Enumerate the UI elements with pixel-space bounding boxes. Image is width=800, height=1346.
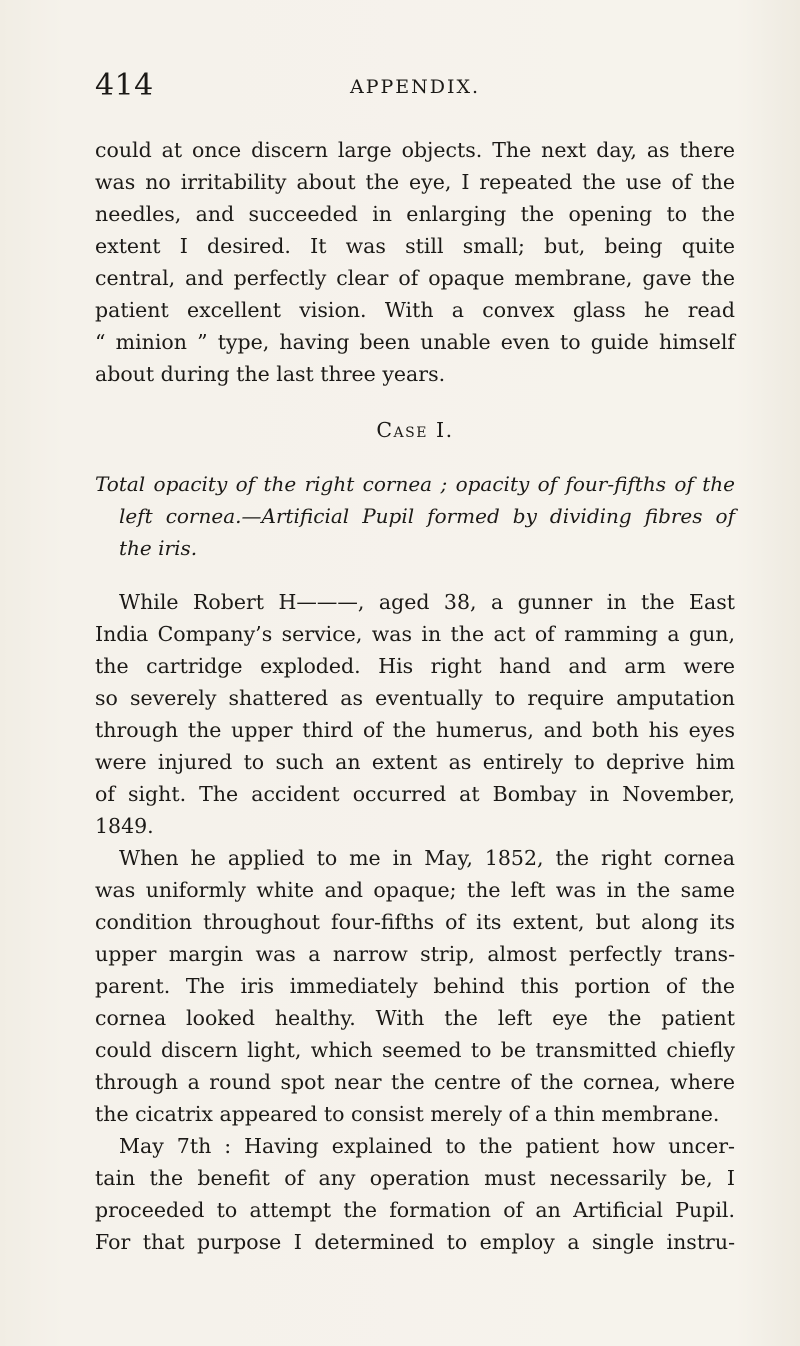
text-line: of sight. The accident occurred at Bombay in November, <box>95 782 735 806</box>
text-line: needles, and succeeded in enlarging the opening to the <box>95 202 735 226</box>
text-line: through the upper third of the humerus, and both his eyes <box>95 718 735 742</box>
text-line: When he applied to me in May, 1852, the right cornea <box>119 846 735 870</box>
paragraph-case-history <box>95 586 735 842</box>
subtitle-line: left cornea.—Artificial Pupil formed by dividing fibres of <box>119 504 735 528</box>
text-line: tain the benefit of any operation must necessarily be, I <box>95 1166 735 1190</box>
paragraph-continued <box>95 134 735 390</box>
text-line: could discern light, which seemed to be transmitted chiefly <box>95 1038 735 1062</box>
text-line: While Robert H———, aged 38, a gunner in the East <box>119 590 735 614</box>
text-line: central, and perfectly clear of opaque membrane, gave the <box>95 266 735 290</box>
text-line: was uniformly white and opaque; the left was in the same <box>95 878 735 902</box>
text-line: May 7th : Having explained to the patient how uncer- <box>119 1134 735 1158</box>
text-line: extent I desired. It was still small; but, being quite <box>95 234 735 258</box>
text-line: upper margin was a narrow strip, almost perfectly trans- <box>95 942 735 966</box>
text-line: India Company’s service, was in the act of ramming a gun, <box>95 622 735 646</box>
text-line: parent. The iris immediately behind this portion of the <box>95 974 735 998</box>
subtitle-line: Total opacity of the right cornea ; opacity of four-fifths of the <box>95 472 735 496</box>
text-line: was no irritability about the eye, I repeated the use of the <box>95 170 735 194</box>
subtitle-line: the iris. <box>119 536 198 560</box>
text-line: For that purpose I determined to employ a single instru- <box>95 1230 735 1254</box>
text-line: were injured to such an extent as entirely to deprive him <box>95 750 735 774</box>
page-header <box>95 68 735 108</box>
text-line: cornea looked healthy. With the left eye the patient <box>95 1006 735 1030</box>
text-line: proceeded to attempt the formation of an Artificial Pupil. <box>95 1198 735 1222</box>
text-line: could at once discern large objects. The next day, as there <box>95 138 735 162</box>
text-line: “ minion ” type, having been unable even to guide himself <box>95 330 735 354</box>
text-line: condition throughout four-fifths of its extent, but along its <box>95 910 735 934</box>
page-number: 414 <box>95 68 154 103</box>
text-line: through a round spot near the centre of the cornea, where <box>95 1070 735 1094</box>
paragraph-operation <box>95 1130 735 1258</box>
running-head: APPENDIX. <box>350 76 481 98</box>
case-heading: Case I. <box>376 418 454 442</box>
case-subtitle <box>95 468 735 564</box>
text-line: patient excellent vision. With a convex glass he read <box>95 298 735 322</box>
text-line: the cicatrix appeared to consist merely of a thin membrane. <box>95 1102 720 1126</box>
text-line: the cartridge exploded. His right hand and arm were <box>95 654 735 678</box>
text-line: 1849. <box>95 814 154 838</box>
paragraph-examination <box>95 842 735 1130</box>
body-text <box>95 134 735 1258</box>
text-line: about during the last three years. <box>95 362 446 386</box>
text-line: so severely shattered as eventually to require amputation <box>95 686 735 710</box>
